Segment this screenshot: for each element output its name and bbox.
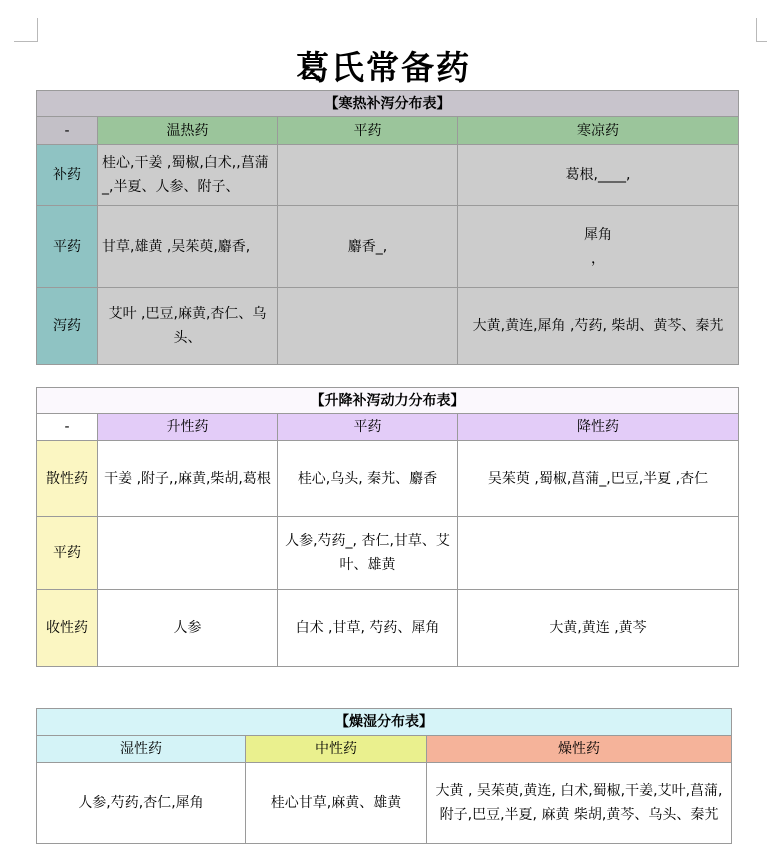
- table-cell: 人参,芍药,杏仁,犀角: [37, 763, 246, 844]
- table-cell: 干姜 ,附子,,麻黄,柴胡,葛根: [98, 441, 278, 517]
- table-cell: 人参,芍药_, 杏仁,甘草、艾叶、雄黄: [278, 517, 458, 590]
- table-title: 【升降补泻动力分布表】: [37, 388, 739, 414]
- row-header: 收性药: [37, 590, 98, 667]
- column-header: 降性药: [458, 414, 739, 441]
- table-cell: 麝香_,: [278, 206, 458, 288]
- table-cell: [278, 145, 458, 206]
- column-header: 升性药: [98, 414, 278, 441]
- table-title: 【燥湿分布表】: [37, 709, 732, 736]
- table-cell: 葛根,____,: [458, 145, 739, 206]
- table-cell: 甘草,雄黄 ,吴茱萸,麝香,: [98, 206, 278, 288]
- table-cell: 桂心,干姜 ,蜀椒,白术,,菖蒲_,半夏、人参、附子、: [98, 145, 278, 206]
- row-header: 散性药: [37, 441, 98, 517]
- table-cell: 艾叶 ,巴豆,麻黄,杏仁、乌头、: [98, 288, 278, 365]
- document-title: 葛氏常备药: [296, 48, 471, 87]
- row-header: 平药: [37, 517, 98, 590]
- column-header: 温热药: [98, 117, 278, 145]
- row-header: 平药: [37, 206, 98, 288]
- table-cell: 桂心甘草,麻黄、雄黄: [246, 763, 427, 844]
- table-cell: 人参: [98, 590, 278, 667]
- row-header: 补药: [37, 145, 98, 206]
- table-cell: 大黄,黄连,犀角 ,芍药, 柴胡、黄芩、秦艽: [458, 288, 739, 365]
- column-header: 平药: [278, 414, 458, 441]
- table-cell: 吴茱萸 ,蜀椒,菖蒲_,巴豆,半夏 ,杏仁: [458, 441, 739, 517]
- table-cell: 大黄,黄连 ,黄芩: [458, 590, 739, 667]
- table-cell: [98, 517, 278, 590]
- dry-wet-table: [36, 708, 732, 844]
- corner-cell: -: [37, 117, 98, 145]
- table-cell: 白术 ,甘草, 芍药、犀角: [278, 590, 458, 667]
- column-header: 燥性药: [427, 736, 732, 763]
- page-corner-mark: [756, 18, 757, 42]
- column-header: 平药: [278, 117, 458, 145]
- column-header: 中性药: [246, 736, 427, 763]
- table-cell: [278, 288, 458, 365]
- table-title: 【寒热补泻分布表】: [37, 91, 739, 117]
- table-cell: 犀角 ，: [458, 206, 739, 288]
- table-cell: 大黄 , 吴茱萸,黄连, 白术,蜀椒,干姜,艾叶,菖蒲,附子,巴豆,半夏, 麻黄 柴胡,黄芩、乌头、秦艽: [427, 763, 732, 844]
- corner-cell: -: [37, 414, 98, 441]
- row-header: 泻药: [37, 288, 98, 365]
- column-header: 湿性药: [37, 736, 246, 763]
- column-header: 寒凉药: [458, 117, 739, 145]
- cold-heat-table: [36, 90, 739, 365]
- table-cell: 桂心,乌头, 秦艽、麝香: [278, 441, 458, 517]
- ascend-descend-table: [36, 387, 739, 667]
- page-corner-mark: [37, 18, 38, 42]
- table-cell: [458, 517, 739, 590]
